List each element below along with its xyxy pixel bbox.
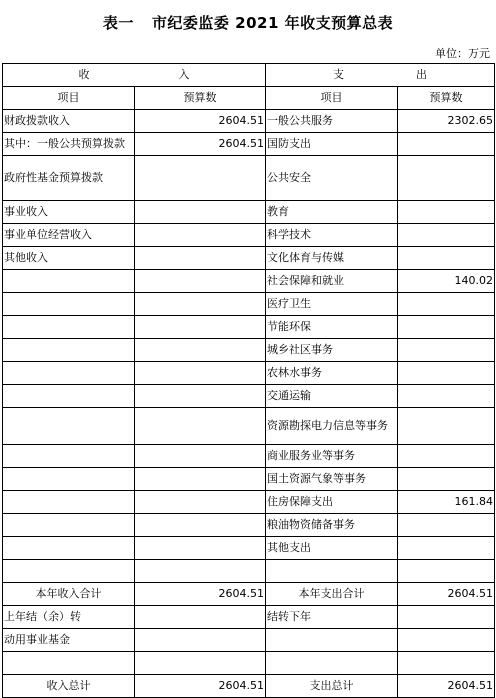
income-item (3, 339, 135, 362)
income-amount (135, 201, 266, 224)
expense-amount: 140.02 (398, 270, 495, 293)
expense-item: 医疗卫生 (266, 293, 398, 316)
expense-item: 教育 (266, 201, 398, 224)
table-row (3, 560, 495, 583)
table-row (3, 408, 495, 445)
expense-item: 资源勘探电力信息等事务 (266, 408, 398, 445)
expense-item: 农林水事务 (266, 362, 398, 385)
expense-amount (398, 247, 495, 270)
income-amount (135, 514, 266, 537)
unit-label: 单位：万元 (435, 47, 490, 60)
income-amount (135, 408, 266, 445)
expense-amount (398, 408, 495, 445)
table-row (3, 110, 495, 133)
income-amount (135, 270, 266, 293)
title-lead: 表一 (102, 14, 134, 32)
col-header-item2: 项目 (266, 87, 398, 110)
income-item (3, 491, 135, 514)
expense-item: 粮油物资储备事务 (266, 514, 398, 537)
year-income-total-value: 2604.51 (135, 583, 266, 606)
income-amount (135, 156, 266, 201)
table-row (3, 270, 495, 293)
carry-income-amount (135, 629, 266, 652)
expense-char-1: 支 (333, 68, 344, 81)
carry-income-item: 动用事业基金 (3, 629, 135, 652)
table-row (3, 445, 495, 468)
income-item (3, 408, 135, 445)
expense-item: 住房保障支出 (266, 491, 398, 514)
income-item (3, 385, 135, 408)
income-amount (135, 385, 266, 408)
expense-section-header (266, 64, 495, 87)
expense-amount (398, 445, 495, 468)
col-header-amount: 预算数 (135, 87, 266, 110)
year-expense-total-value: 2604.51 (398, 583, 495, 606)
table-row (3, 468, 495, 491)
grand-income-total-label: 收入总计 (3, 675, 135, 698)
table-row (3, 491, 495, 514)
table-row (3, 293, 495, 316)
section-header-row (3, 64, 495, 87)
income-item: 其中：一般公共预算拨款 (3, 133, 135, 156)
expense-amount: 161.84 (398, 491, 495, 514)
income-amount (135, 247, 266, 270)
expense-item: 一般公共服务 (266, 110, 398, 133)
income-item (3, 362, 135, 385)
table-row (3, 537, 495, 560)
income-amount (135, 445, 266, 468)
table-row (3, 224, 495, 247)
expense-item: 社会保障和就业 (266, 270, 398, 293)
expense-amount (398, 362, 495, 385)
carry-expense-item: 结转下年 (266, 606, 398, 629)
income-amount (135, 362, 266, 385)
carry-row (3, 606, 495, 629)
income-item: 政府性基金预算拨款 (3, 156, 135, 201)
table-row (3, 247, 495, 270)
year-income-total-label: 本年收入合计 (3, 583, 135, 606)
expense-amount (398, 385, 495, 408)
table-row (3, 514, 495, 537)
carry-row (3, 652, 495, 675)
income-char-1: 收 (78, 68, 90, 81)
income-item (3, 316, 135, 339)
income-char-2: 入 (178, 68, 190, 81)
income-amount (135, 224, 266, 247)
expense-amount (398, 537, 495, 560)
expense-amount: 2302.65 (398, 110, 495, 133)
income-amount: 2604.51 (135, 110, 266, 133)
table-row (3, 385, 495, 408)
income-amount (135, 560, 266, 583)
expense-amount (398, 201, 495, 224)
year-expense-total-label: 本年支出合计 (266, 583, 398, 606)
col-header-amount2: 预算数 (398, 87, 495, 110)
income-item (3, 270, 135, 293)
income-amount (135, 316, 266, 339)
budget-table (2, 63, 495, 698)
expense-item: 国土资源气象等事务 (266, 468, 398, 491)
table-row (3, 133, 495, 156)
income-item (3, 537, 135, 560)
carry-expense-amount (398, 629, 495, 652)
income-amount (135, 468, 266, 491)
expense-amount (398, 156, 495, 201)
expense-amount (398, 560, 495, 583)
income-amount (135, 491, 266, 514)
expense-amount (398, 339, 495, 362)
carry-row (3, 629, 495, 652)
income-amount (135, 537, 266, 560)
expense-amount (398, 133, 495, 156)
table-row (3, 362, 495, 385)
grand-income-total-value: 2604.51 (135, 675, 266, 698)
expense-item (266, 560, 398, 583)
income-item: 财政拨款收入 (3, 110, 135, 133)
income-section-header (3, 64, 266, 87)
expense-char-2: 出 (416, 68, 427, 81)
expense-item: 公共安全 (266, 156, 398, 201)
grand-total-row (3, 675, 495, 698)
column-header-row (3, 87, 495, 110)
expense-item: 城乡社区事务 (266, 339, 398, 362)
income-item: 事业单位经营收入 (3, 224, 135, 247)
carry-income-amount (135, 652, 266, 675)
expense-item: 文化体育与传媒 (266, 247, 398, 270)
carry-expense-amount (398, 606, 495, 629)
carry-expense-item (266, 652, 398, 675)
table-row (3, 316, 495, 339)
income-item (3, 560, 135, 583)
income-item (3, 468, 135, 491)
expense-item: 节能环保 (266, 316, 398, 339)
expense-item: 国防支出 (266, 133, 398, 156)
title-main: 市纪委监委 2021 年收支预算总表 (151, 14, 394, 32)
grand-expense-total-value: 2604.51 (398, 675, 495, 698)
table-row (3, 201, 495, 224)
grand-expense-total-label: 支出总计 (266, 675, 398, 698)
income-amount: 2604.51 (135, 133, 266, 156)
expense-amount (398, 468, 495, 491)
expense-item: 其他支出 (266, 537, 398, 560)
income-item (3, 514, 135, 537)
year-total-row (3, 583, 495, 606)
income-item: 其他收入 (3, 247, 135, 270)
expense-amount (398, 224, 495, 247)
expense-amount (398, 316, 495, 339)
income-amount (135, 339, 266, 362)
carry-income-amount (135, 606, 266, 629)
carry-expense-amount (398, 652, 495, 675)
expense-item: 科学技术 (266, 224, 398, 247)
table-row (3, 339, 495, 362)
table-row (3, 156, 495, 201)
income-item (3, 293, 135, 316)
income-amount (135, 293, 266, 316)
carry-income-item (3, 652, 135, 675)
col-header-item: 项目 (3, 87, 135, 110)
carry-expense-item (266, 629, 398, 652)
expense-item: 商业服务业等事务 (266, 445, 398, 468)
expense-amount (398, 514, 495, 537)
expense-amount (398, 293, 495, 316)
carry-income-item: 上年结（余）转 (3, 606, 135, 629)
income-item (3, 445, 135, 468)
expense-item: 交通运输 (266, 385, 398, 408)
income-item: 事业收入 (3, 201, 135, 224)
page-title (0, 12, 496, 33)
